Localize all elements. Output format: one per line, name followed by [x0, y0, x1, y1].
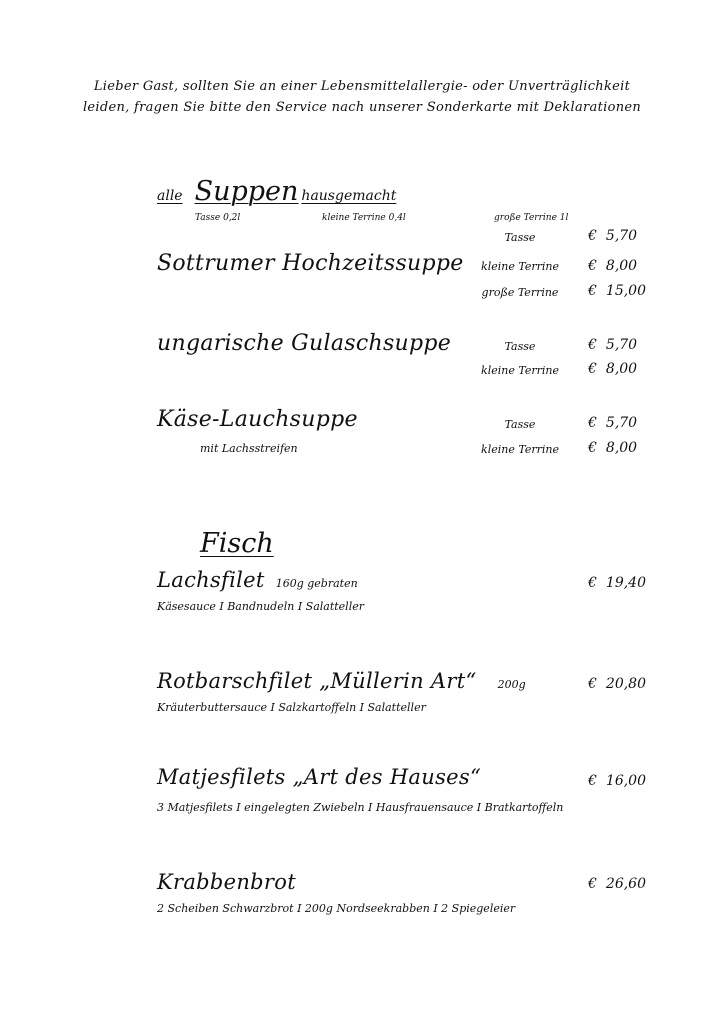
dish-description: 2 Scheiben Schwarzbrot I 200g Nordseekrabben I 2 Spiegeleier [157, 902, 516, 915]
soup-price [588, 228, 648, 244]
price-value: 8,00 [605, 258, 638, 274]
dish-description: 3 Matjesfilets I eingelegten Zwiebeln I Hausfrauensauce I Bratkartoffeln [157, 801, 564, 814]
dish-name: Lachsfilet [157, 568, 265, 592]
soup-size-label: Tasse [504, 418, 536, 431]
dish-price [588, 676, 648, 692]
currency-symbol: € [588, 337, 597, 353]
dish-price [588, 773, 648, 789]
fish-section-heading: Fisch [200, 528, 274, 559]
price-value: 5,70 [605, 337, 638, 353]
currency-symbol: € [588, 440, 597, 456]
dish-title-line [157, 669, 526, 693]
dish-price [588, 876, 648, 892]
price-value: 5,70 [605, 415, 638, 431]
price-value: 16,00 [605, 773, 647, 789]
dish-description: Kräuterbuttersauce I Salzkartoffeln I Salatteller [157, 701, 426, 714]
dish-title-line [157, 568, 358, 592]
soups-heading-suffix: hausgemacht [301, 188, 397, 204]
dish-weight: 160g gebraten [275, 577, 358, 590]
soup-price [588, 258, 648, 274]
price-value: 15,00 [605, 283, 647, 299]
currency-symbol: € [588, 415, 597, 431]
dish-name: Matjesfilets „Art des Hauses“ [157, 765, 481, 789]
soup-price [588, 283, 648, 299]
soups-section-heading [157, 176, 396, 207]
size-legend-large-terrine: große Terrine 1l [494, 213, 569, 223]
soup-name: Sottrumer Hochzeitssuppe [157, 251, 464, 276]
currency-symbol: € [588, 676, 597, 692]
currency-symbol: € [588, 773, 597, 789]
soup-price [588, 337, 648, 353]
price-value: 8,00 [605, 440, 638, 456]
size-legend-cup: Tasse 0,2l [195, 213, 241, 223]
currency-symbol: € [588, 361, 597, 377]
soup-size-label: kleine Terrine [481, 260, 559, 273]
currency-symbol: € [588, 876, 597, 892]
soups-heading-main: Suppen [194, 176, 299, 207]
dish-name: Rotbarschfilet „Müllerin Art“ [157, 669, 477, 693]
size-legend-small-terrine: kleine Terrine 0,4l [322, 213, 406, 223]
soup-name: ungarische Gulaschsuppe [157, 331, 452, 356]
price-value: 8,00 [605, 361, 638, 377]
allergy-notice-line-1: Lieber Gast, sollten Sie an einer Lebensmittelallergie- oder Unverträglichkeit [93, 79, 631, 94]
currency-symbol: € [588, 283, 597, 299]
dish-price [588, 575, 648, 591]
soup-size-label: Tasse [504, 340, 536, 353]
currency-symbol: € [588, 575, 597, 591]
dish-name: Krabbenbrot [157, 870, 296, 894]
price-value: 5,70 [605, 228, 638, 244]
soup-size-label: Tasse [504, 231, 536, 244]
soup-name: Käse-Lauchsuppe [157, 407, 358, 432]
price-value: 20,80 [605, 676, 647, 692]
soup-note: mit Lachsstreifen [200, 442, 298, 455]
soup-size-label: große Terrine [481, 286, 559, 299]
soup-price [588, 415, 648, 431]
soups-heading-prefix: alle [157, 188, 183, 204]
soup-size-label: kleine Terrine [481, 443, 559, 456]
dish-weight: 200g [497, 678, 526, 691]
currency-symbol: € [588, 228, 597, 244]
soup-size-label: kleine Terrine [481, 364, 559, 377]
soup-price [588, 440, 648, 456]
dish-title-line [157, 765, 481, 789]
price-value: 19,40 [605, 575, 647, 591]
dish-description: Käsesauce I Bandnudeln I Salatteller [157, 600, 364, 613]
soup-price [588, 361, 648, 377]
currency-symbol: € [588, 258, 597, 274]
dish-title-line [157, 870, 296, 894]
allergy-notice-line-2: leiden, fragen Sie bitte den Service nach unserer Sonderkarte mit Deklarationen [82, 100, 642, 115]
price-value: 26,60 [605, 876, 647, 892]
